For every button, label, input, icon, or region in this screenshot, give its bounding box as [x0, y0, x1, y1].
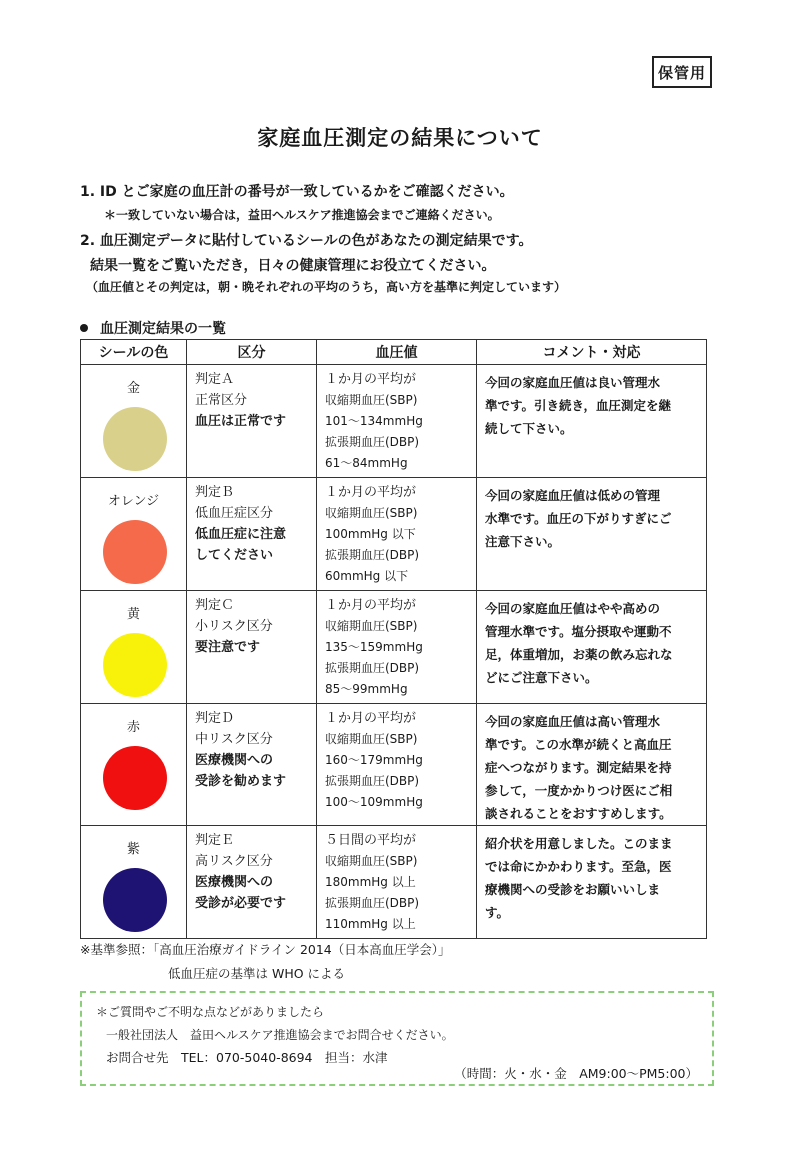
bp-line: 101～134mmHg [325, 414, 423, 428]
seal-color-dot [103, 746, 167, 810]
header-category: 区分 [187, 340, 317, 365]
bp-line: 拡張期血圧(DBP) [325, 896, 420, 910]
bp-line: 収縮期血圧(SBP) [325, 506, 418, 520]
comment-cell [477, 591, 707, 704]
comment-line: 注意下さい。 [485, 534, 561, 549]
seal-color-dot [103, 868, 167, 932]
contact-organization: 一般社団法人 益田ヘルスケア推進協会までお問合せください。 [106, 1028, 454, 1042]
comment-line: 準です。この水準が続くと高血圧 [485, 737, 672, 752]
bp-line: 拡張期血圧(DBP) [325, 661, 420, 675]
comment-line: 今回の家庭血圧値は低めの管理 [485, 488, 661, 503]
category-cell [187, 704, 317, 826]
seal [81, 704, 186, 816]
bp-line: 180mmHg 以上 [325, 875, 416, 889]
category-line: 血圧は正常です [195, 414, 287, 429]
comment-line: 症へつながります。測定結果を持 [485, 760, 672, 775]
seal [81, 591, 186, 703]
reference-note-who: 低血圧症の基準は WHO による [168, 966, 346, 981]
seal [81, 826, 186, 938]
category-line: 中リスク区分 [195, 732, 273, 747]
category-line: 判定Ａ [195, 372, 235, 387]
category-line: 正常区分 [195, 393, 248, 408]
table-header-row [81, 340, 707, 365]
seal-color-name: 紫 [126, 842, 140, 857]
results-table [80, 339, 707, 939]
category-cell [187, 365, 317, 478]
bp-line: 85～99mmHg [325, 682, 408, 696]
category-line: 判定Ｄ [195, 711, 235, 726]
bp-line: １か月の平均が [325, 485, 417, 500]
comment-cell [477, 365, 707, 478]
category-cell [187, 826, 317, 939]
category-line: 小リスク区分 [195, 619, 273, 634]
bp-line: １か月の平均が [325, 598, 417, 613]
contact-phone: お問合せ先 TEL：070-5040-8694 担当：水津 [106, 1050, 388, 1065]
bp-line: 60mmHg 以下 [325, 569, 409, 583]
comment-line: 今回の家庭血圧値は高い管理水 [485, 714, 661, 729]
category-line: 判定Ｃ [195, 598, 235, 613]
bp-line: １か月の平均が [325, 711, 417, 726]
comment-line: 水準です。血圧の下がりすぎにご [485, 511, 672, 526]
category-line: してください [195, 548, 274, 563]
section-title: 血圧測定結果の一覧 [100, 321, 226, 337]
header-comment: コメント・対応 [477, 340, 707, 365]
seal-cell [81, 591, 187, 704]
comment-line: 準です。引き続き，血圧測定を継 [485, 398, 672, 413]
bp-line: 100mmHg 以下 [325, 527, 416, 541]
table-row [81, 365, 707, 478]
table-row [81, 704, 707, 826]
comment-cell [477, 478, 707, 591]
comment-line: 続して下さい。 [485, 421, 573, 436]
category-line: 低血圧症区分 [195, 506, 274, 521]
comment-line: 紹介状を用意しました。このまま [485, 836, 673, 851]
contact-box [80, 991, 714, 1086]
category-line: 受診が必要です [195, 896, 287, 911]
comment-line: 足，体重増加，お薬の飲み忘れな [485, 647, 673, 662]
contact-hours: （時間：火・水・金 AM9:00～PM5:00） [454, 1066, 698, 1081]
bp-line: 拡張期血圧(DBP) [325, 548, 420, 562]
storage-stamp: 保管用 [652, 56, 712, 88]
seal-color-dot [103, 633, 167, 697]
header-seal-color: シールの色 [81, 340, 187, 365]
comment-cell [477, 826, 707, 939]
seal-color-name: 金 [126, 381, 140, 396]
instruction-2-note: （血圧値とその判定は，朝・晩それぞれの平均のうち，高い方を基準に判定しています） [86, 280, 567, 294]
bp-line: 110mmHg 以上 [325, 917, 416, 931]
bp-line: 収縮期血圧(SBP) [325, 854, 418, 868]
comment-cell [477, 704, 707, 826]
category-line: 高リスク区分 [195, 854, 273, 869]
seal-cell [81, 826, 187, 939]
category-line: 医療機関への [195, 753, 274, 768]
seal-color-name: オレンジ [107, 494, 160, 509]
bp-line: 拡張期血圧(DBP) [325, 435, 420, 449]
category-cell [187, 591, 317, 704]
category-line: 医療機関への [195, 875, 274, 890]
instruction-2-detail: 結果一覧をご覧いただき，日々の健康管理にお役立てください。 [90, 258, 496, 274]
page-title: 家庭血圧測定の結果について [257, 126, 543, 150]
comment-line: 療機関への受診をお願いいしま [485, 882, 661, 897]
comment-line: 今回の家庭血圧値はやや高めの [485, 601, 661, 616]
header-bp-value: 血圧値 [317, 340, 477, 365]
comment-line: す。 [485, 905, 510, 920]
comment-line: 今回の家庭血圧値は良い管理水 [485, 375, 661, 390]
seal-cell [81, 478, 187, 591]
category-line: 判定Ｂ [195, 485, 235, 500]
category-cell [187, 478, 317, 591]
table-row [81, 478, 707, 591]
bp-line: ５日間の平均が [325, 833, 417, 848]
bp-cell [317, 826, 477, 939]
bp-line: 160～179mmHg [325, 753, 423, 767]
bp-line: 100～109mmHg [325, 795, 423, 809]
section-heading [80, 318, 226, 338]
bp-cell [317, 704, 477, 826]
comment-line: 参して，一度かかりつけ医にご相 [485, 783, 673, 798]
bp-cell [317, 591, 477, 704]
bp-line: 拡張期血圧(DBP) [325, 774, 420, 788]
seal-cell [81, 704, 187, 826]
instruction-1-note: ＊一致していない場合は，益田ヘルスケア推進協会までご連絡ください。 [104, 208, 500, 222]
category-line: 判定Ｅ [195, 833, 235, 848]
comment-line: では命にかかわります。至急，医 [485, 859, 672, 874]
bp-cell [317, 478, 477, 591]
seal-cell [81, 365, 187, 478]
bullet-icon [80, 324, 88, 332]
bp-cell [317, 365, 477, 478]
category-line: 低血圧症に注意 [195, 527, 287, 542]
seal-color-dot [103, 520, 167, 584]
instruction-2: 2. 血圧測定データに貼付しているシールの色があなたの測定結果です。 [80, 233, 533, 249]
table-row [81, 826, 707, 939]
table-row [81, 591, 707, 704]
comment-line: どにご注意下さい。 [485, 670, 598, 685]
bp-line: 61～84mmHg [325, 456, 408, 470]
bp-line: １か月の平均が [325, 372, 417, 387]
comment-line: 談されることをおすすめします。 [485, 806, 672, 821]
category-line: 受診を勧めます [195, 774, 287, 789]
bp-line: 収縮期血圧(SBP) [325, 619, 418, 633]
bp-line: 135～159mmHg [325, 640, 423, 654]
seal [81, 365, 186, 477]
seal-color-name: 赤 [126, 720, 140, 735]
comment-line: 管理水準です。塩分摂取や運動不 [485, 624, 672, 639]
seal [81, 478, 186, 590]
bp-line: 収縮期血圧(SBP) [325, 732, 418, 746]
bp-line: 収縮期血圧(SBP) [325, 393, 418, 407]
reference-note: ※基準参照：「高血圧治療ガイドライン 2014（日本高血圧学会）」 [80, 942, 451, 957]
category-line: 要注意です [195, 640, 261, 655]
seal-color-name: 黄 [126, 607, 140, 622]
contact-intro: ＊ご質問やご不明な点などがありましたら [96, 1005, 325, 1019]
instruction-1: 1. ID とご家庭の血圧計の番号が一致しているかをご確認ください。 [80, 184, 514, 200]
seal-color-dot [103, 407, 167, 471]
